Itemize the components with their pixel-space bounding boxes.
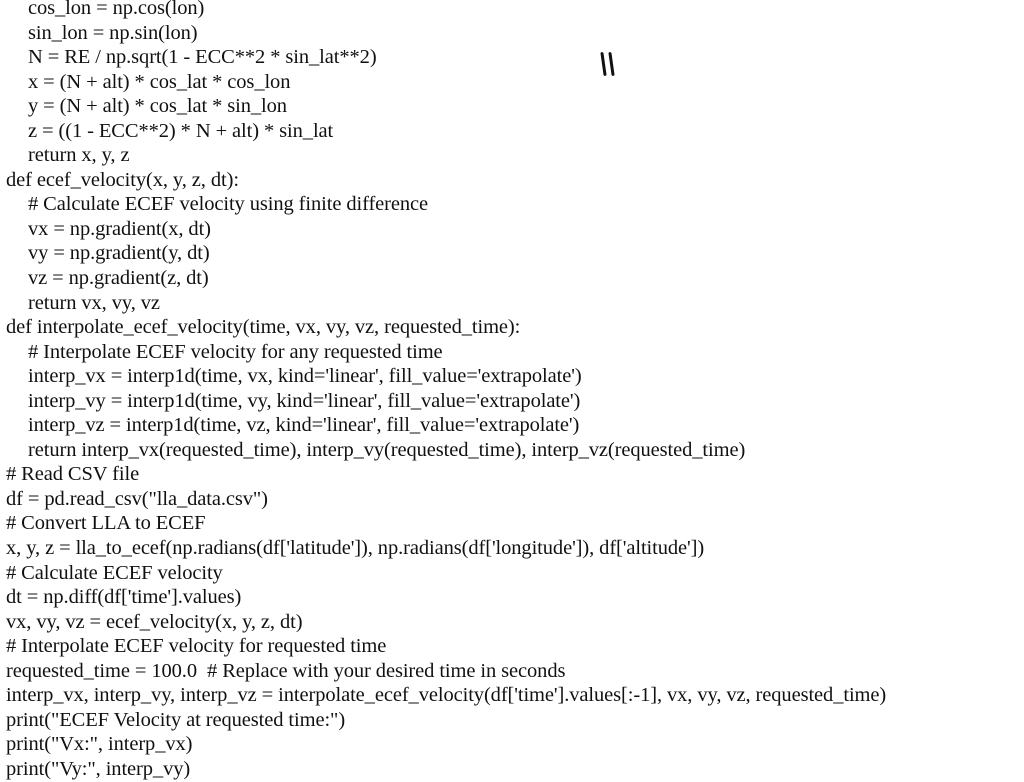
code-line: sin_lon = np.sin(lon) [28, 21, 198, 44]
code-line: interp_vz = interp1d(time, vz, kind='linear', fill_value='extrapolate') [28, 414, 580, 437]
code-line: interp_vx = interp1d(time, vx, kind='linear', fill_value='extrapolate') [28, 365, 582, 388]
code-line: # Read CSV file [6, 463, 140, 486]
code-line: N = RE / np.sqrt(1 - ECC**2 * sin_lat**2) [28, 46, 377, 69]
code-listing [6, 0, 1016, 782]
code-line: z = ((1 - ECC**2) * N + alt) * sin_lat [28, 119, 334, 142]
code-line: requested_time = 100.0 # Replace with your desired time in seconds [6, 659, 566, 682]
code-line: # Calculate ECEF velocity using finite difference [28, 193, 429, 216]
code-line: vx, vy, vz = ecef_velocity(x, y, z, dt) [6, 610, 303, 633]
code-line: # Interpolate ECEF velocity for requested time [6, 635, 387, 658]
code-line: def ecef_velocity(x, y, z, dt): [6, 168, 239, 191]
code-line: x = (N + alt) * cos_lat * cos_lon [28, 70, 291, 93]
code-line: x, y, z = lla_to_ecef(np.radians(df['latitude']), np.radians(df['longitude']), df['altitude']) [6, 537, 705, 560]
code-line: df = pd.read_csv("lla_data.csv") [6, 487, 268, 510]
code-line: print("ECEF Velocity at requested time:") [6, 708, 346, 731]
code-line: vz = np.gradient(z, dt) [28, 267, 209, 290]
code-line: interp_vy = interp1d(time, vy, kind='linear', fill_value='extrapolate') [28, 389, 581, 412]
code-line: # Calculate ECEF velocity [6, 561, 223, 584]
code-line: def interpolate_ecef_velocity(time, vx, vy, vz, requested_time): [6, 316, 521, 339]
code-line: cos_lon = np.cos(lon) [28, 0, 205, 19]
handwritten-mark-icon [598, 52, 620, 80]
code-line: vy = np.gradient(y, dt) [28, 242, 210, 265]
code-line: return vx, vy, vz [28, 291, 160, 314]
code-line: return interp_vx(requested_time), interp_vy(requested_time), interp_vz(requested_time) [28, 438, 746, 461]
code-line: print("Vx:", interp_vx) [6, 733, 193, 756]
code-line: print("Vy:", interp_vy) [6, 757, 191, 780]
code-line: return x, y, z [28, 144, 130, 167]
code-line: dt = np.diff(df['time'].values) [6, 586, 242, 609]
code-line: vx = np.gradient(x, dt) [28, 217, 211, 240]
code-line: y = (N + alt) * cos_lat * sin_lon [28, 95, 287, 118]
code-line: # Convert LLA to ECEF [6, 512, 206, 535]
code-line: interp_vx, interp_vy, interp_vz = interpolate_ecef_velocity(df['time'].values[:-1], vx, vy, vz, requested_time) [6, 684, 887, 707]
code-line: # Interpolate ECEF velocity for any requested time [28, 340, 443, 363]
